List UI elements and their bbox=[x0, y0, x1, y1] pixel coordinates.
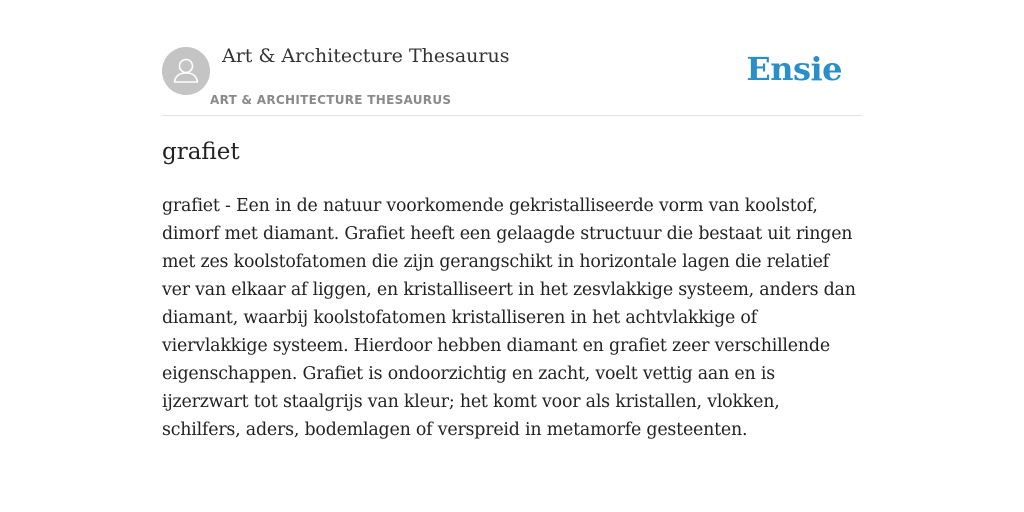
user-avatar-icon[interactable] bbox=[162, 47, 210, 95]
header bbox=[162, 0, 862, 116]
source-label: ART & ARCHITECTURE THESAURUS bbox=[210, 93, 452, 107]
author-name-link[interactable]: Art & Architecture Thesaurus bbox=[222, 45, 510, 67]
ensie-logo[interactable]: Ensie bbox=[746, 50, 842, 88]
entry-title: grafiet bbox=[162, 139, 240, 165]
entry-definition: grafiet - Een in de natuur voorkomende gekristalliseerde vorm van koolstof, dimorf met diamant. Grafiet heeft een gelaagde structuur die bestaat uit ringen met zes koolstofatomen die zijn gerangschikt in horizontale lagen die relatief ver van elkaar af liggen, en kristalliseert in het zesvlakkige systeem, anders dan diamant, waarbij koolstofatomen kristalliseren in het achtvlakkige of viervlakkige systeem. Hierdoor hebben diamant en grafiet zeer verschillende eigenschappen. Grafiet is ondoorzichtig en zacht, voelt vettig aan en is ijzerzwart tot staalgrijs van kleur; het komt voor als kristallen, vlokken, schilfers, aders, bodemlagen of verspreid in metamorfe gesteenten. bbox=[162, 196, 856, 440]
content-container bbox=[162, 0, 862, 440]
